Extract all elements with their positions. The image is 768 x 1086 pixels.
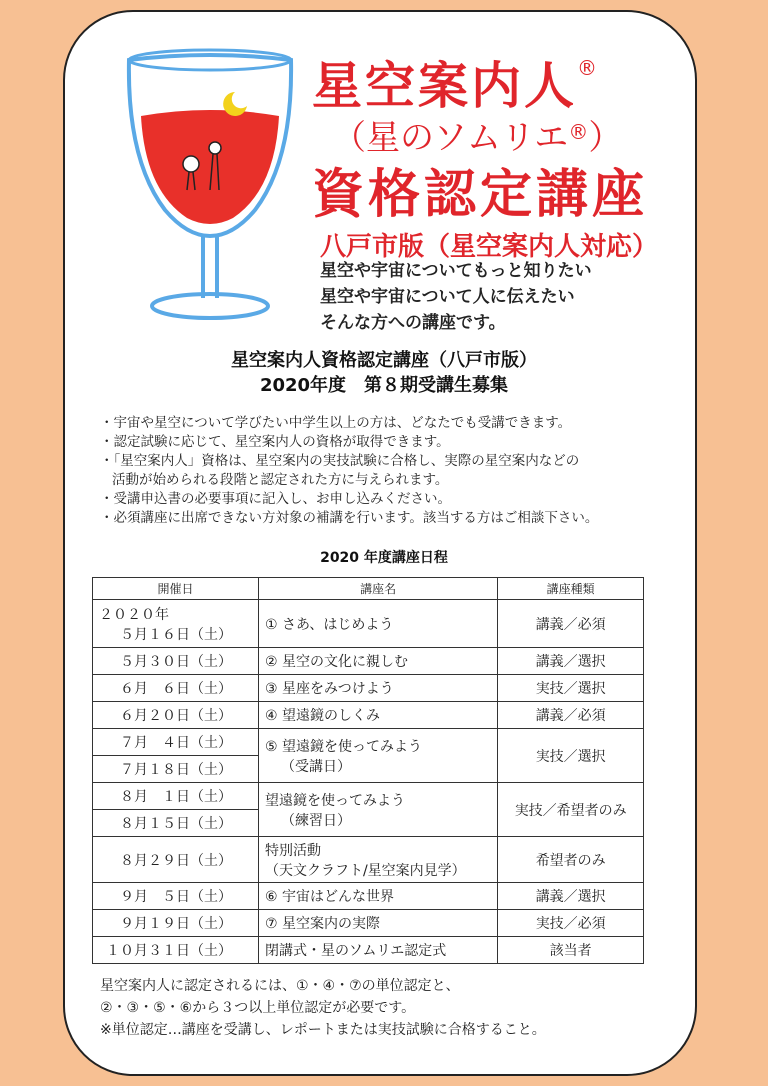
certification-notes: [100, 975, 546, 1041]
table-row: [93, 648, 644, 675]
bullet-item: ・認定試験に応じて、星空案内人の資格が取得できます。: [100, 434, 450, 450]
recruit-subheading: 2020年度 第８期受講生募集: [259, 375, 509, 396]
type-cell: 実技／選択: [498, 675, 644, 702]
name-cell: 閉講式・星のソムリエ認定式: [258, 937, 497, 964]
date-cell: １０月３１日（土）: [93, 937, 259, 964]
name-cell: 望遠鏡を使ってみよう （練習日）: [258, 783, 497, 837]
type-cell: 講義／選択: [498, 648, 644, 675]
bullet-item: ・宇宙や星空について学びたい中学生以上の方は、どなたでも受講できます。: [100, 415, 572, 431]
table-row: [93, 937, 644, 964]
table-row: [93, 675, 644, 702]
glass-stem: [203, 236, 217, 298]
name-cell: ③ 星座をみつけよう: [258, 675, 497, 702]
recruit-heading: 星空案内人資格認定講座（八戸市版）: [231, 350, 537, 371]
title-main: 星空案内人®: [312, 56, 600, 115]
table-row: [93, 600, 644, 648]
crescent-moon-icon: [223, 92, 247, 116]
date-cell: ２０２０年 ５月１６日（土）: [93, 600, 259, 648]
edition-label: 八戸市版（星空案内人対応）: [320, 232, 659, 262]
table-row: [93, 910, 644, 937]
schedule-title: 2020 年度講座日程: [320, 550, 448, 566]
date-cell: ６月 ６日（土）: [93, 675, 259, 702]
date-cell: ７月 ４日（土）: [93, 729, 259, 756]
column-header-type: 講座種類: [498, 578, 644, 600]
column-header-name: 講座名: [258, 578, 497, 600]
note-line: ②・③・⑤・⑥から３つ以上単位認定が必要です。: [100, 1000, 416, 1016]
intro-text: 星空や宇宙についてもっと知りたい 星空や宇宙について人に伝えたい そんな方への講座です。: [320, 261, 592, 333]
name-cell: ⑥ 宇宙はどんな世界: [258, 883, 497, 910]
name-cell: ⑤ 望遠鏡を使ってみよう （受講日）: [258, 729, 497, 783]
glass-base: [152, 294, 268, 318]
title-subtitle: （星のソムリエ®）: [332, 118, 623, 158]
table-row: [93, 729, 644, 756]
date-cell: ６月２０日（土）: [93, 702, 259, 729]
type-cell: 講義／必須: [498, 702, 644, 729]
type-cell: 実技／必須: [498, 910, 644, 937]
table-row: [93, 702, 644, 729]
info-bullet-list: [100, 414, 598, 528]
note-line: ※単位認定…講座を受講し、レポートまたは実技試験に合格すること。: [100, 1022, 546, 1038]
date-cell: ９月 ５日（土）: [93, 883, 259, 910]
type-cell: 実技／希望者のみ: [498, 783, 644, 837]
schedule-table: [92, 577, 644, 964]
wine-glass-illustration: [115, 40, 305, 330]
date-cell: ５月３０日（土）: [93, 648, 259, 675]
date-cell: ８月２９日（土）: [93, 837, 259, 883]
name-cell: ④ 望遠鏡のしくみ: [258, 702, 497, 729]
date-cell: ９月１９日（土）: [93, 910, 259, 937]
table-row: [93, 883, 644, 910]
note-line: 星空案内人に認定されるには、①・④・⑦の単位認定と、: [100, 978, 460, 994]
title-course: 資格認定講座: [312, 165, 649, 225]
name-cell: ① さあ、はじめよう: [258, 600, 497, 648]
column-header-date: 開催日: [93, 578, 259, 600]
name-cell: 特別活動 （天文クラフト/星空案内見学）: [258, 837, 497, 883]
date-cell: ８月 １日（土）: [93, 783, 259, 810]
date-cell: ７月１８日（土）: [93, 756, 259, 783]
name-cell: ⑦ 星空案内の実際: [258, 910, 497, 937]
bullet-item: ・必須講座に出席できない方対象の補講を行います。該当する方はご相談下さい。: [100, 510, 599, 526]
type-cell: 講義／選択: [498, 883, 644, 910]
bullet-item: ・受講申込書の必要事項に記入し、お申し込みください。: [100, 491, 451, 507]
bullet-item: ・「星空案内人」資格は、星空案内の実技試験に合格し、実際の星空案内などの: [100, 453, 580, 469]
table-row: [93, 837, 644, 883]
type-cell: 講義／必須: [498, 600, 644, 648]
date-cell: ８月１５日（土）: [93, 810, 259, 837]
table-header-row: [93, 578, 644, 600]
bullet-item: 活動が始められる段階と認定された方に与えられます。: [112, 472, 449, 488]
type-cell: 希望者のみ: [498, 837, 644, 883]
name-cell: ② 星空の文化に親しむ: [258, 648, 497, 675]
type-cell: 該当者: [498, 937, 644, 964]
type-cell: 実技／選択: [498, 729, 644, 783]
table-row: [93, 783, 644, 810]
